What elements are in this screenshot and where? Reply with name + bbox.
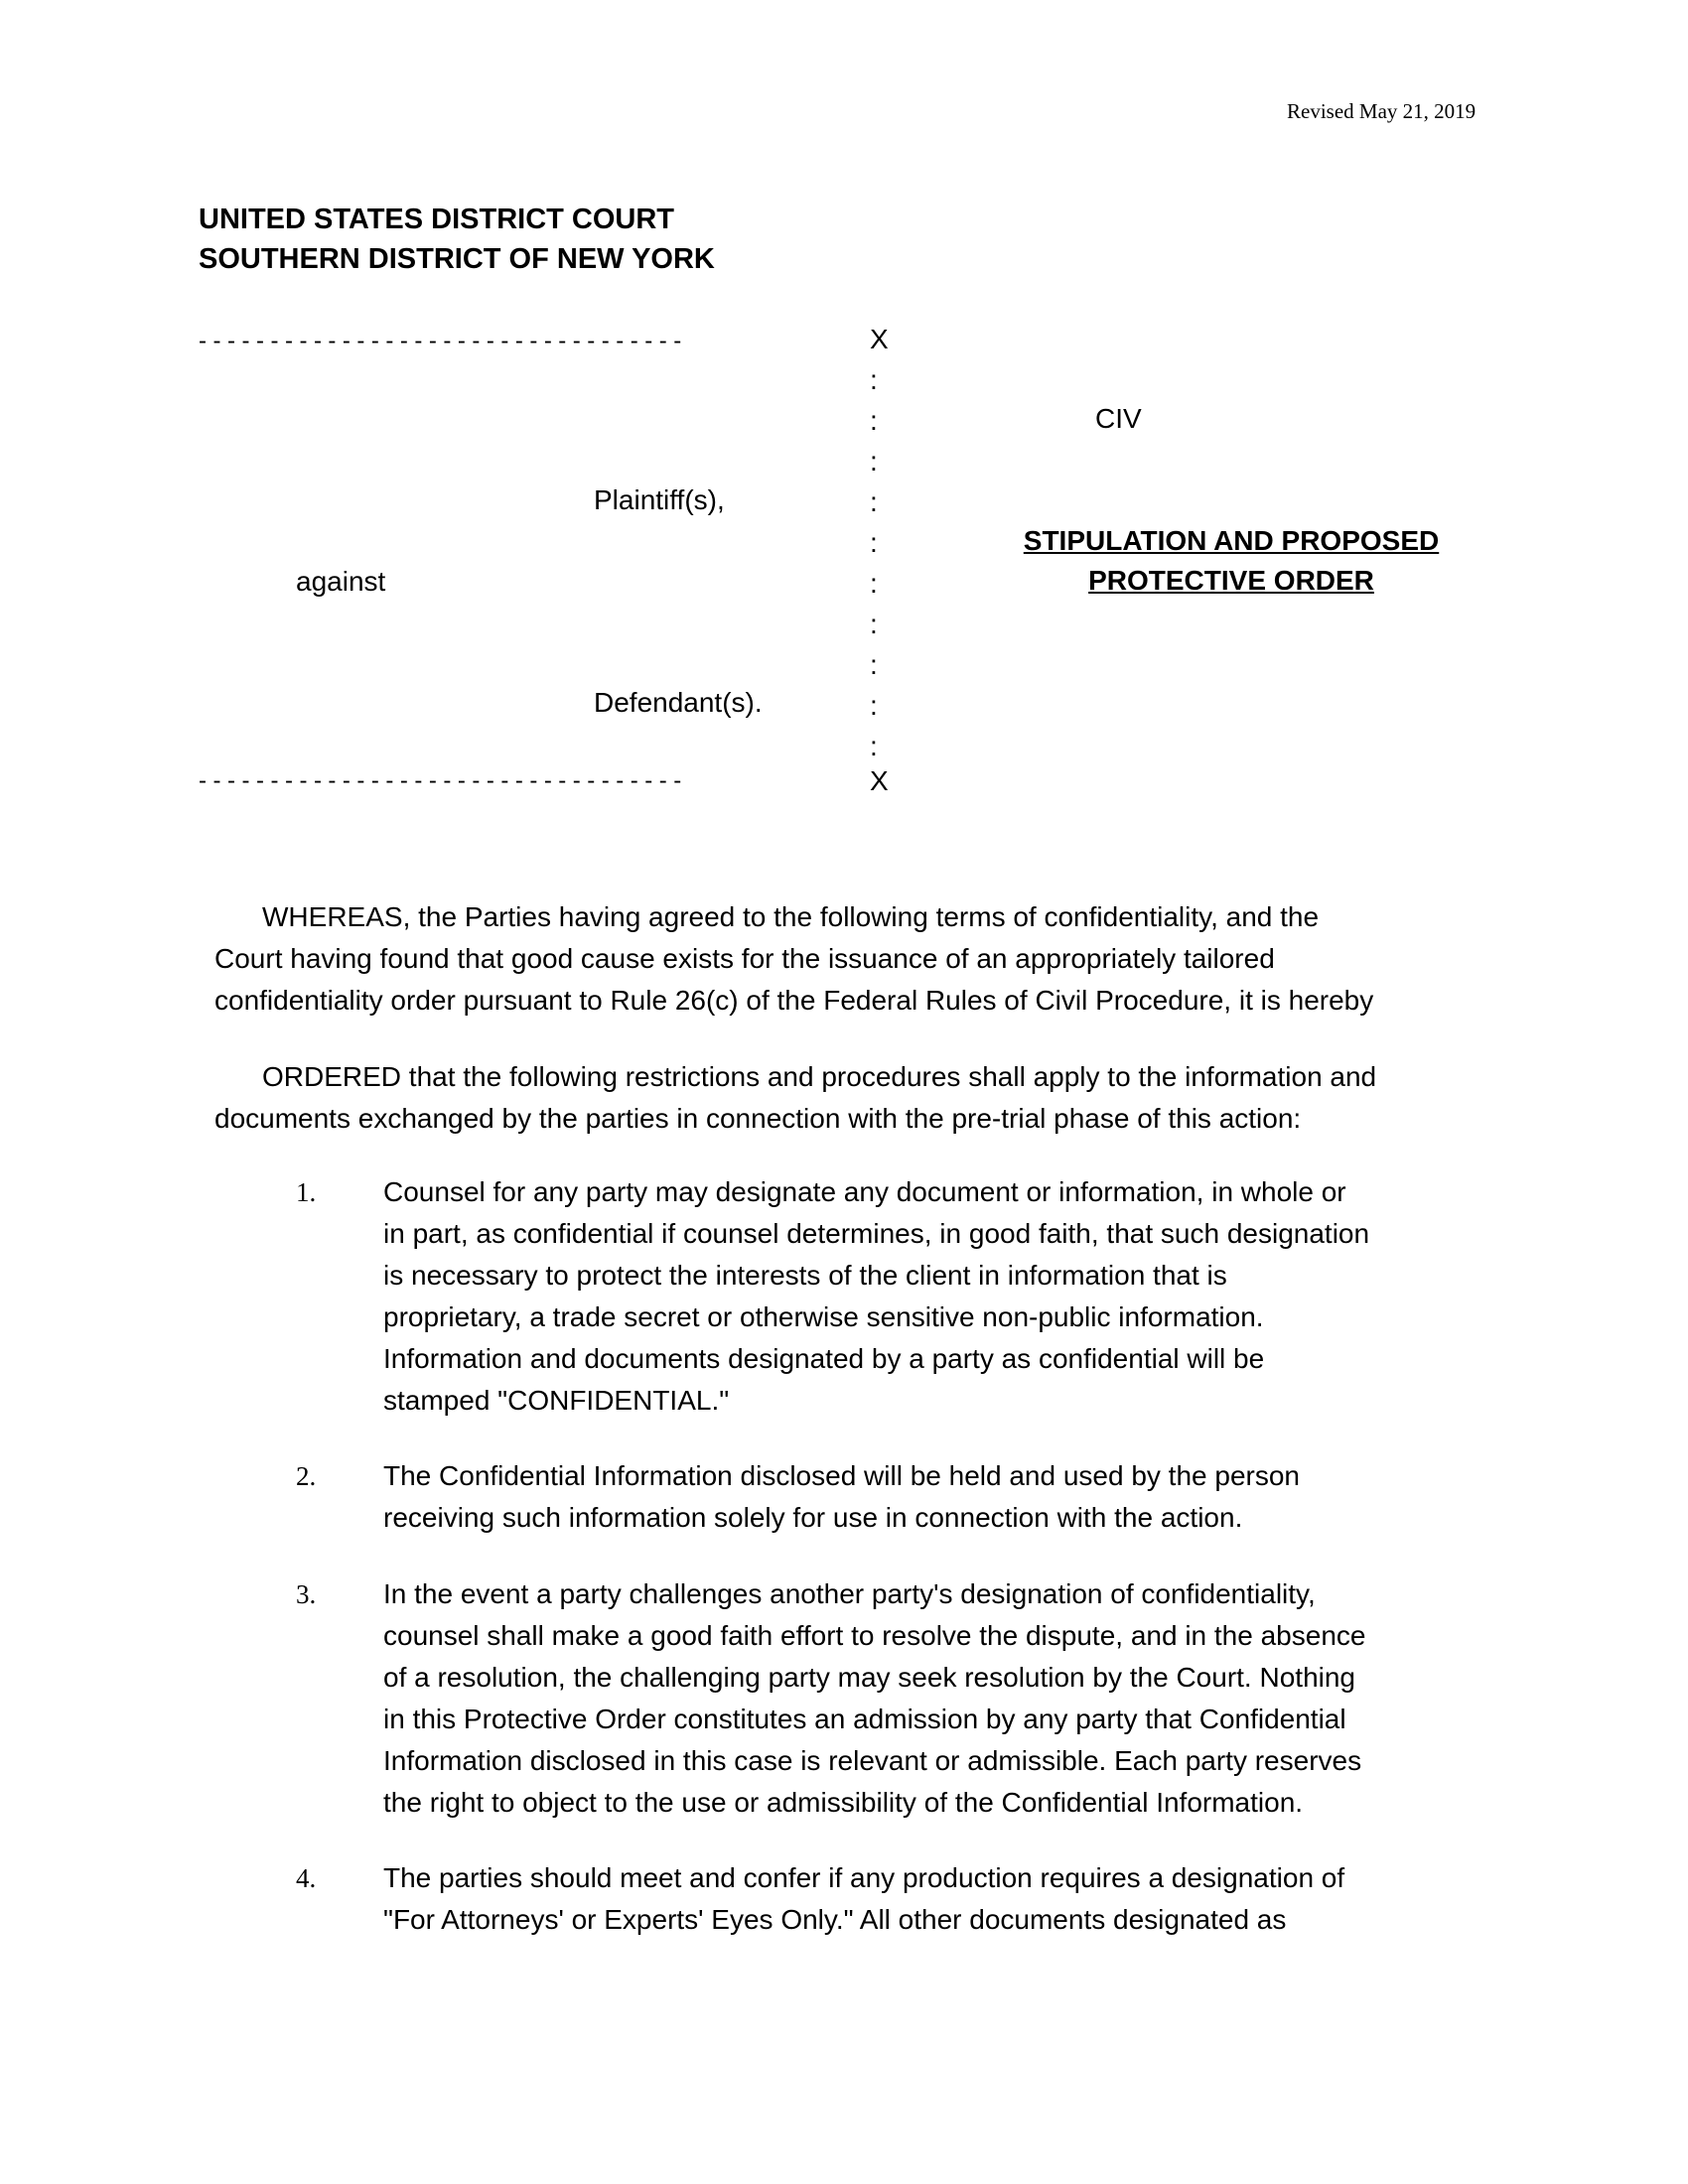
item-1-line: Counsel for any party may designate any document or information, in whole or	[383, 1176, 1346, 1207]
item-number: 3.	[296, 1579, 317, 1609]
caption-colon: :	[870, 690, 878, 721]
item-1-line: proprietary, a trade secret or otherwise sensitive non-public information.	[383, 1301, 1264, 1332]
caption-colon: :	[870, 731, 878, 761]
item-3-line: In the event a party challenges another party's designation of confidentiality,	[383, 1578, 1316, 1609]
caption-x-top: X	[870, 324, 889, 354]
item-number: 4.	[296, 1863, 317, 1893]
whereas-line: confidentiality order pursuant to Rule 26(c) of the Federal Rules of Civil Procedure, it is hereby	[214, 985, 1374, 1016]
caption-bottom-rule: ----------------------------------	[199, 767, 688, 794]
caption-colon: :	[870, 486, 878, 517]
whereas-line: Court having found that good cause exists for the issuance of an appropriately tailored	[214, 943, 1275, 974]
defendant-label: Defendant(s).	[594, 687, 763, 718]
item-number: 1.	[296, 1177, 317, 1207]
revision-date: Revised May 21, 2019	[1287, 99, 1477, 123]
item-3-line: the right to object to the use or admissibility of the Confidential Information.	[383, 1787, 1304, 1818]
caption-x-bottom: X	[870, 765, 889, 796]
item-3-line: counsel shall make a good faith effort to resolve the dispute, and in the absence	[383, 1620, 1366, 1651]
item-1-line: stamped "CONFIDENTIAL."	[383, 1385, 730, 1416]
item-2-line: receiving such information solely for use in connection with the action.	[383, 1502, 1243, 1533]
item-3-line: in this Protective Order constitutes an admission by any party that Confidential	[383, 1704, 1346, 1734]
item-3-line: of a resolution, the challenging party may seek resolution by the Court. Nothing	[383, 1662, 1356, 1693]
item-3-line: Information disclosed in this case is relevant or admissible. Each party reserves	[383, 1745, 1362, 1776]
item-4-line: The parties should meet and confer if any production requires a designation of	[383, 1862, 1345, 1893]
whereas-line: WHEREAS, the Parties having agreed to the following terms of confidentiality, and the	[262, 901, 1320, 932]
item-number: 2.	[296, 1461, 317, 1491]
item-1-line: in part, as confidential if counsel determines, in good faith, that such designation	[383, 1218, 1370, 1249]
caption-colon: :	[870, 364, 878, 395]
caption-colon: :	[870, 649, 878, 680]
caption-colon: :	[870, 405, 878, 436]
item-1-line: is necessary to protect the interests of the client in information that is	[383, 1260, 1227, 1291]
caption-colon: :	[870, 446, 878, 477]
court-name-line2: SOUTHERN DISTRICT OF NEW YORK	[199, 243, 715, 275]
caption-colon: :	[870, 609, 878, 639]
against-label: against	[296, 566, 386, 597]
caption-colon: :	[870, 568, 878, 599]
item-1-line: Information and documents designated by a party as confidential will be	[383, 1343, 1265, 1374]
plaintiff-label: Plaintiff(s),	[594, 484, 725, 515]
ordered-line: documents exchanged by the parties in connection with the pre-trial phase of this action:	[214, 1103, 1302, 1134]
civ-number: CIV	[1095, 403, 1142, 434]
caption-colon: :	[870, 527, 878, 558]
caption-top-rule: ----------------------------------	[199, 328, 688, 354]
ordered-line: ORDERED that the following restrictions and procedures shall apply to the information and	[262, 1061, 1377, 1092]
item-2-line: The Confidential Information disclosed will be held and used by the person	[383, 1460, 1301, 1491]
item-4-line: "For Attorneys' or Experts' Eyes Only." All other documents designated as	[383, 1904, 1287, 1935]
document-title-line2: PROTECTIVE ORDER	[1088, 565, 1374, 596]
court-name-line1: UNITED STATES DISTRICT COURT	[199, 204, 675, 235]
document-title-line1: STIPULATION AND PROPOSED	[1023, 525, 1440, 556]
